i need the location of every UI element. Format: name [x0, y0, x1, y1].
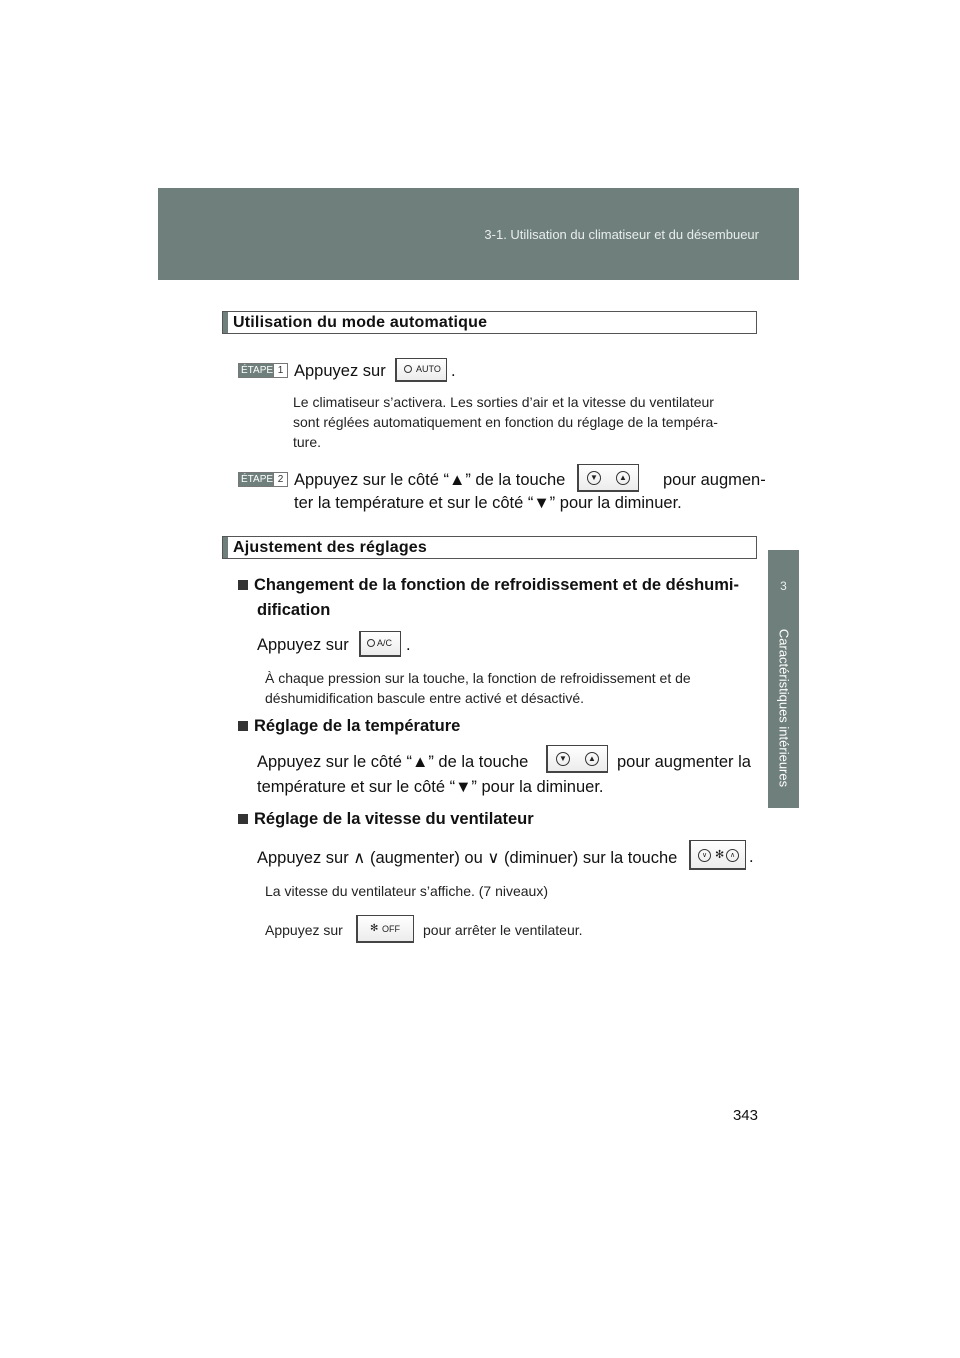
item1-note-line2: déshumidification bascule entre activé et désactivé.: [265, 690, 585, 706]
down-arrow-icon: ▼: [556, 752, 570, 766]
step-badge-1: ÉTAPE 1: [238, 363, 288, 378]
fan-icon: ✻: [715, 849, 725, 861]
item1-note-line1: À chaque pression sur la touche, la fonction de refroidissement et de: [265, 670, 691, 686]
section-heading-adjust: Ajustement des réglages: [222, 536, 757, 559]
item1-text-pre: Appuyez sur: [257, 636, 349, 654]
fan-icon: ✻: [370, 923, 379, 934]
temperature-button[interactable]: [577, 464, 639, 492]
bullet-square-icon: [238, 721, 248, 731]
step1-note-line3: ture.: [293, 434, 322, 450]
section-heading-auto-mode: Utilisation du mode automatique: [222, 311, 757, 334]
chapter-number: 3: [780, 579, 787, 593]
header-band: [158, 188, 799, 280]
up-arrow-icon: ▲: [585, 752, 599, 766]
temperature-button[interactable]: [546, 745, 608, 773]
page-number: 343: [732, 1107, 758, 1124]
chapter-label: Caractéristiques intérieures: [776, 628, 791, 788]
item1-text-post: .: [406, 636, 411, 654]
bullet-square-icon: [238, 814, 248, 824]
item3-note-line2-post: pour arrêter le ventilateur.: [423, 922, 583, 938]
ac-button[interactable]: A/C: [359, 631, 401, 657]
item1-heading-line2: dification: [257, 601, 331, 619]
item3-note-line2-pre: Appuyez sur: [265, 922, 343, 938]
indicator-light-icon: [367, 639, 375, 647]
auto-button[interactable]: AUTO: [395, 358, 447, 382]
item2-text-line2: température et sur le côté “▼” pour la diminuer.: [257, 778, 604, 796]
step2-text-line2: ter la température et sur le côté “▼” pour la diminuer.: [294, 494, 682, 512]
step1-note-line1: Le climatiseur s’activera. Les sorties d’air et la vitesse du ventilateur: [293, 394, 714, 410]
down-arrow-icon: ▼: [587, 471, 601, 485]
item2-text-line1: Appuyez sur le côté “▲” de la touche: [257, 753, 529, 771]
step1-text-pre: Appuyez sur: [294, 362, 386, 380]
step2-text-line1: Appuyez sur le côté “▲” de la touche: [294, 471, 566, 489]
chapter-side-tab: [768, 550, 799, 808]
item2-heading: Réglage de la température: [238, 717, 460, 736]
fan-off-button[interactable]: ✻ OFF: [356, 915, 414, 943]
item3-heading: Réglage de la vitesse du ventilateur: [238, 810, 534, 829]
fan-down-icon: ∨: [698, 849, 711, 862]
step1-text-post: .: [451, 362, 456, 380]
header-title: 3-1. Utilisation du climatiseur et du désembueur: [484, 227, 759, 242]
step2-text-line1-post: pour augmen-: [663, 471, 766, 489]
indicator-light-icon: [404, 365, 412, 373]
step1-note-line2: sont réglées automatiquement en fonction du réglage de la tempéra-: [293, 414, 718, 430]
fan-speed-button[interactable]: [689, 840, 746, 870]
up-arrow-icon: ▲: [616, 471, 630, 485]
step-badge-2: ÉTAPE 2: [238, 472, 288, 487]
item3-text-post: .: [749, 848, 754, 866]
fan-up-icon: ∧: [726, 849, 739, 862]
item2-text-line1-post: pour augmenter la: [617, 753, 751, 771]
item1-heading-line1: Changement de la fonction de refroidissement et de déshumi-: [238, 576, 739, 595]
bullet-square-icon: [238, 580, 248, 590]
item3-text-line: Appuyez sur ∧ (augmenter) ou ∨ (diminuer) sur la touche: [257, 849, 678, 867]
item3-note-line1: La vitesse du ventilateur s’affiche. (7 niveaux): [265, 883, 549, 899]
